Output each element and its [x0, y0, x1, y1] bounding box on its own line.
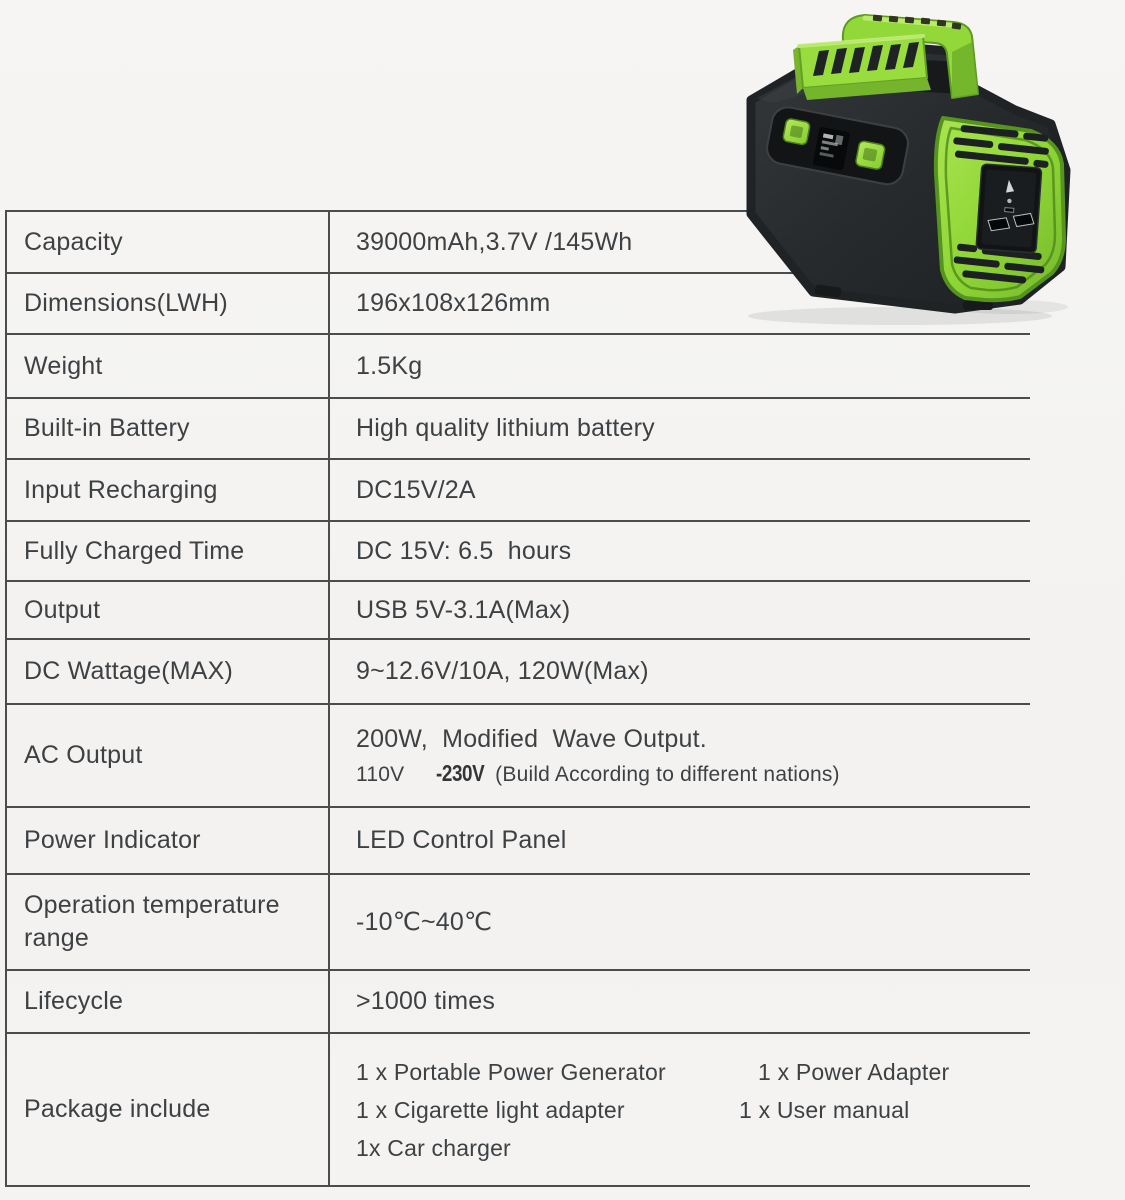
- spec-label: Input Recharging: [7, 460, 330, 520]
- spec-value: 9~12.6V/10A, 120W(Max): [356, 657, 649, 685]
- ac-output-note: (Build According to different nations): [495, 762, 840, 786]
- package-item: 1 x Cigarette light adapter: [356, 1096, 625, 1123]
- spec-row-lifecycle: [7, 971, 1030, 1034]
- spec-label: Lifecycle: [7, 971, 330, 1032]
- ac-output-line1: 200W, Modified Wave Output.: [356, 724, 707, 753]
- spec-label: Fully Charged Time: [7, 522, 330, 580]
- spec-row-operation-temp: [7, 875, 1030, 971]
- package-line: [356, 1053, 1030, 1091]
- spec-row-output: [7, 582, 1030, 640]
- spec-label: Output: [7, 582, 330, 638]
- spec-label: AC Output: [7, 705, 330, 806]
- spec-row-input: [7, 460, 1030, 522]
- spec-label: DC Wattage(MAX): [7, 640, 330, 703]
- package-item: 1 x User manual: [739, 1096, 910, 1123]
- spec-row-power-indicator: [7, 808, 1030, 875]
- product-side-panel: [936, 118, 1064, 300]
- spec-value: -10℃~40℃: [356, 908, 493, 936]
- package-item: 1 x Power Adapter: [758, 1058, 950, 1085]
- package-line: [356, 1129, 1030, 1167]
- spec-row-charge-time: [7, 522, 1030, 582]
- spec-row-dc-wattage: [7, 640, 1030, 705]
- spec-table: [5, 210, 1030, 1187]
- spec-row-package: [7, 1034, 1030, 1187]
- ac-socket: [976, 164, 1042, 253]
- spec-row-battery: [7, 399, 1030, 460]
- spec-value: USB 5V-3.1A(Max): [356, 595, 571, 624]
- ac-voltage-high: -230V: [436, 759, 485, 786]
- package-line: [356, 1091, 1030, 1129]
- spec-label: Operation temperature range: [7, 875, 330, 969]
- ac-output-line2: [356, 760, 1030, 787]
- spec-row-ac-output: [7, 705, 1030, 808]
- package-item: 1 x Portable Power Generator: [356, 1058, 666, 1085]
- spec-value: >1000 times: [356, 987, 496, 1015]
- spec-value: DC15V/2A: [356, 475, 476, 504]
- product-rail: [793, 36, 931, 100]
- spec-row-weight: [7, 335, 1030, 399]
- spec-value: DC 15V: 6.5 hours: [356, 536, 572, 565]
- spec-value: High quality lithium battery: [356, 414, 655, 442]
- ac-voltage-low: 110V: [356, 762, 405, 786]
- spec-value: 39000mAh,3.7V /145Wh: [356, 227, 633, 256]
- spec-value: 196x108x126mm: [356, 289, 551, 317]
- spec-label: Package include: [7, 1034, 330, 1185]
- spec-value: [330, 1034, 1030, 1185]
- spec-label: Built-in Battery: [7, 399, 330, 458]
- spec-value: [330, 705, 1030, 806]
- spec-label: Weight: [7, 335, 330, 397]
- spec-value: 1.5Kg: [356, 351, 423, 380]
- package-item: 1x Car charger: [356, 1134, 511, 1161]
- product-image: [715, 2, 1080, 334]
- spec-label: Power Indicator: [7, 808, 330, 873]
- spec-value: LED Control Panel: [356, 826, 567, 854]
- spec-label: Capacity: [7, 212, 330, 272]
- spec-label: Dimensions(LWH): [7, 274, 330, 333]
